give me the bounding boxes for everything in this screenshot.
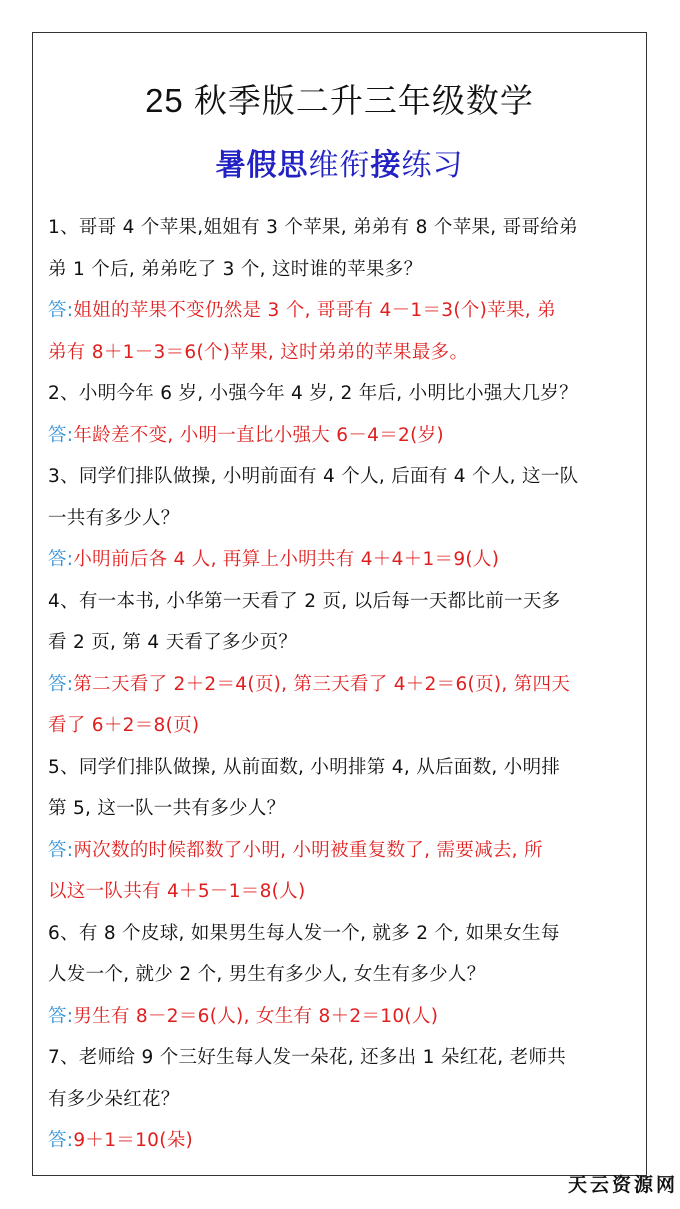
question-line: 看 2 页, 第 4 天看了多少页？ <box>48 632 298 653</box>
subtitle-part: 练习 <box>401 148 464 183</box>
problem-1 <box>48 207 634 373</box>
answer-label: 答: <box>48 549 74 570</box>
question-line: 2、小明今年 6 岁, 小强今年 4 岁, 2 年后, 小明比小强大几岁？ <box>48 383 578 404</box>
problem-list <box>48 207 634 1162</box>
answer-line <box>48 996 634 1038</box>
question-line: 5、同学们排队做操, 从前面数, 小明排第 4, 从后面数, 小明排 <box>48 756 561 778</box>
question-line: 4、有一本书, 小华第一天看了 2 页, 以后每一天都比前一天多 <box>48 590 561 612</box>
answer-line <box>48 415 634 457</box>
question-line: 1、哥哥 4 个苹果,姐姐有 3 个苹果, 弟弟有 8 个苹果, 哥哥给弟 <box>48 217 578 238</box>
question-line: 6、有 8 个皮球, 如果男生每人发一个, 就多 2 个, 如果女生每 <box>48 922 560 944</box>
answer-text: 小明前后各 4 人, 再算上小明共有 4＋4＋1＝9(人) <box>73 549 500 570</box>
answer-text: 两次数的时候都数了小明, 小明被重复数了, 需要减去, 所 <box>73 839 543 861</box>
answer-line: 弟有 8＋1－3＝6(个)苹果, 这时弟弟的苹果最多。 <box>48 341 469 363</box>
answer-text: 年龄差不变, 小明一直比小强大 6－4＝2(岁) <box>73 424 444 446</box>
worksheet-subtitle <box>33 146 646 186</box>
answer-label: 答: <box>48 424 74 446</box>
watermark: 天云资源网 <box>567 1174 678 1196</box>
worksheet-title: 25 秋季版二升三年级数学 <box>145 82 534 119</box>
question-line: 7、老师给 9 个三好生每人发一朵花, 还多出 1 朵红花, 老师共 <box>48 1047 567 1068</box>
answer-text: 9＋1＝10(朵) <box>73 1130 194 1151</box>
answer-line <box>48 664 634 706</box>
answer-text: 第二天看了 2＋2＝4(页), 第三天看了 4＋2＝6(页), 第四天 <box>73 673 571 695</box>
answer-label: 答: <box>48 300 74 321</box>
problem-7 <box>48 1037 634 1162</box>
answer-label: 答: <box>48 673 74 695</box>
subtitle-part: 维衔 <box>308 148 371 183</box>
problem-5 <box>48 747 634 913</box>
problem-3 <box>48 456 634 581</box>
question-line: 3、同学们排队做操, 小明前面有 4 个人, 后面有 4 个人, 这一队 <box>48 466 579 487</box>
answer-line <box>48 290 634 332</box>
subtitle-part: 接 <box>370 148 402 183</box>
answer-text: 男生有 8－2＝6(人), 女生有 8＋2＝10(人) <box>73 1005 439 1027</box>
answer-line <box>48 539 634 581</box>
question-line: 有多少朵红花？ <box>48 1088 180 1110</box>
problem-4 <box>48 581 634 747</box>
answer-line: 以这一队共有 4＋5－1＝8(人) <box>48 881 306 902</box>
problem-6 <box>48 913 634 1038</box>
problem-2 <box>48 373 634 456</box>
answer-line <box>48 1120 634 1162</box>
answer-label: 答: <box>48 1005 74 1027</box>
subtitle-part: 暑假思 <box>215 148 309 183</box>
answer-line <box>48 830 634 872</box>
answer-label: 答: <box>48 839 74 861</box>
question-line: 人发一个, 就少 2 个, 男生有多少人, 女生有多少人？ <box>48 964 486 985</box>
answer-text: 姐姐的苹果不变仍然是 3 个, 哥哥有 4－1＝3(个)苹果, 弟 <box>73 300 556 321</box>
question-line: 弟 1 个后, 弟弟吃了 3 个, 这时谁的苹果多？ <box>48 258 423 280</box>
answer-line: 看了 6＋2＝8(页) <box>48 715 200 736</box>
question-line: 第 5, 这一队一共有多少人？ <box>48 798 286 819</box>
answer-label: 答: <box>48 1130 74 1151</box>
question-line: 一共有多少人？ <box>48 507 180 529</box>
